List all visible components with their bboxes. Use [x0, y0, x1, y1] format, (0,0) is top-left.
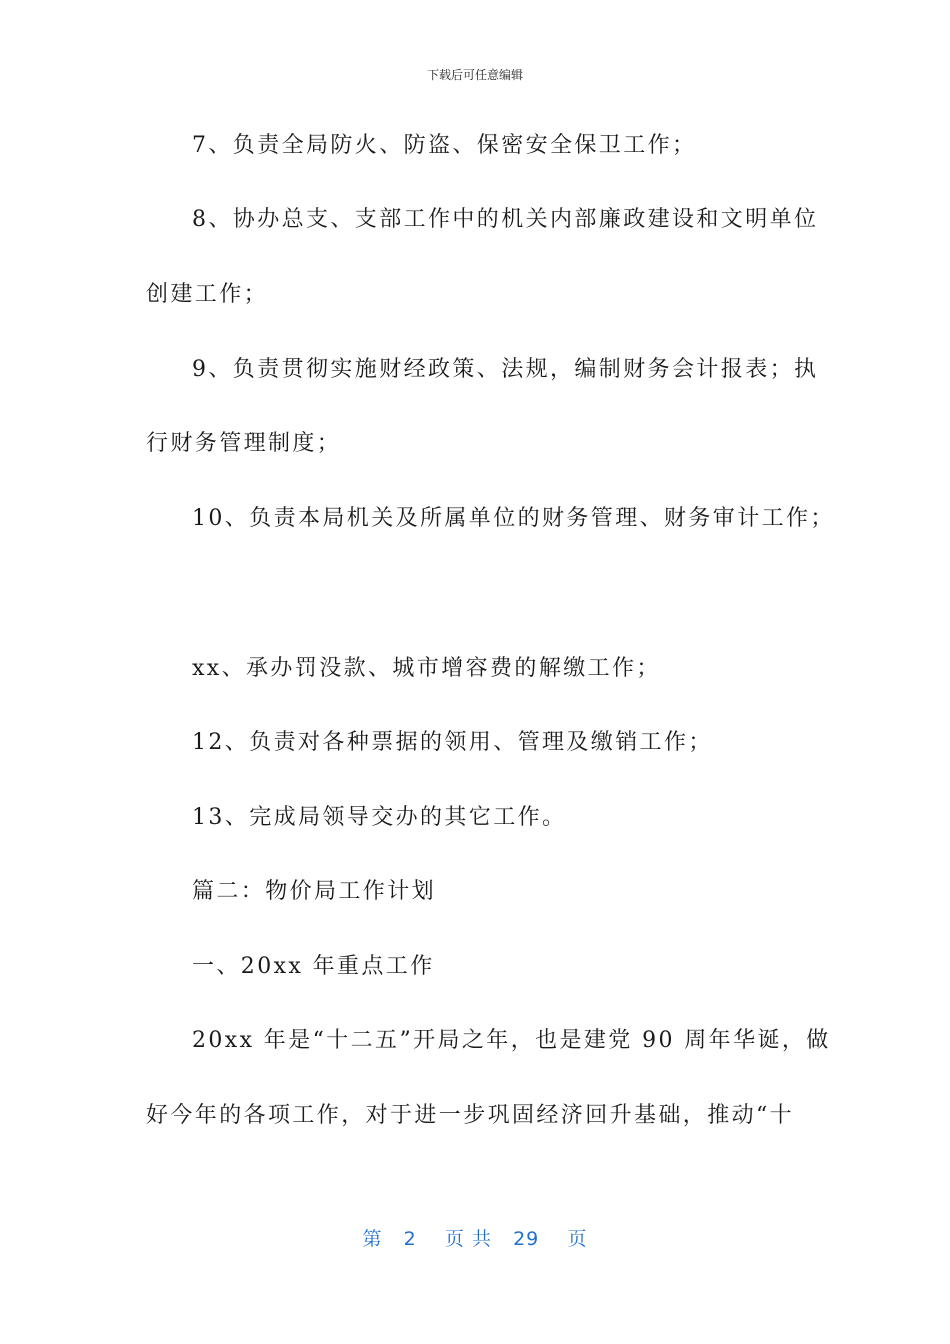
- paragraph-line: 8、协办总支、支部工作中的机关内部廉政建设和文明单位: [192, 207, 819, 232]
- section-heading: 篇二：物价局工作计划: [192, 879, 437, 904]
- paragraph-line: 7、负责全局防火、防盗、保密安全保卫工作；: [192, 133, 697, 158]
- paragraph-line: 20xx 年是“十二五”开局之年，也是建党 90 周年华诞，做: [192, 1028, 831, 1053]
- paragraph-line: 10、负责本局机关及所属单位的财务管理、财务审计工作；: [192, 506, 835, 531]
- subsection-heading: 一、20xx 年重点工作: [192, 954, 435, 979]
- paragraph-line: 13、完成局领导交办的其它工作。: [192, 805, 567, 830]
- paragraph-line: 12、负责对各种票据的领用、管理及缴销工作；: [192, 730, 713, 755]
- paragraph-line: 9、负责贯彻实施财经政策、法规，编制财务会计报表；执: [192, 357, 819, 382]
- page-footer: [0, 1224, 950, 1251]
- footer-suffix: 页: [567, 1228, 588, 1250]
- footer-prefix: 第: [362, 1228, 383, 1250]
- current-page-number: 2: [403, 1228, 417, 1250]
- paragraph-line: xx、承办罚没款、城市增容费的解缴工作；: [192, 656, 661, 681]
- footer-middle: 页 共: [444, 1228, 492, 1250]
- paragraph-line: 好今年的各项工作，对于进一步巩固经济回升基础，推动“十: [146, 1103, 795, 1128]
- page-header: 下载后可任意编辑: [426, 68, 523, 82]
- paragraph-line: 行财务管理制度；: [146, 431, 342, 456]
- total-pages-number: 29: [513, 1228, 540, 1250]
- paragraph-line: 创建工作；: [146, 282, 269, 307]
